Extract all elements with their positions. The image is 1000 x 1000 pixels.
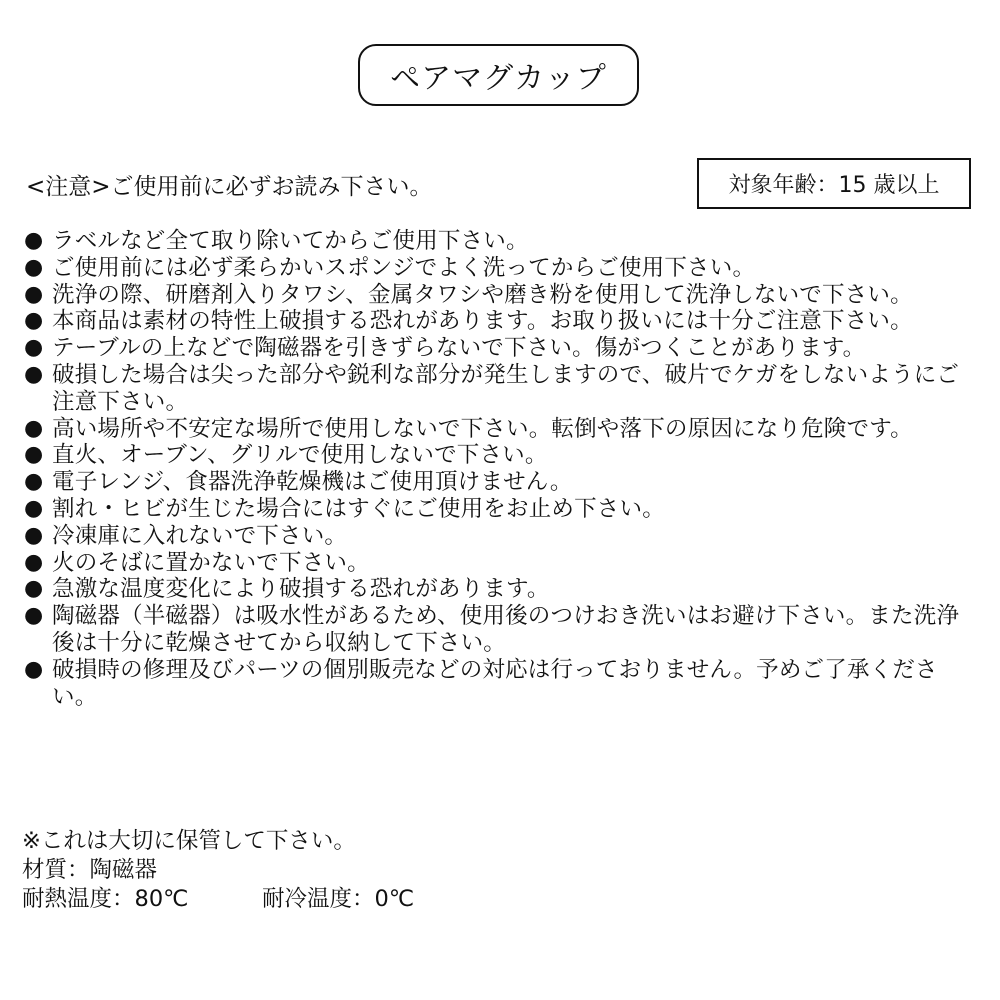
bullet-icon: ● [24,469,44,495]
caution-text: 冷凍庫に入れないで下さい。 [52,522,348,549]
caution-text: 急激な温度変化により破損する恐れがあります。 [52,576,550,603]
caution-item [22,576,972,603]
caution-text: ご使用前には必ず柔らかいスポンジでよく洗ってからご使用下さい。 [52,254,756,281]
caution-item [22,442,972,469]
caution-text: テーブルの上などで陶磁器を引きずらないで下さい。傷がつくことがあります。 [52,335,866,362]
bullet-icon: ● [24,335,44,361]
caution-text: 破損時の修理及びパーツの個別販売などの対応は行っておりません。予めご了承ください。 [52,656,938,710]
caution-text: 直火、オーブン、グリルで使用しないで下さい。 [52,442,548,469]
cold-resistance-spec: 耐冷温度：0℃ [262,886,415,912]
bullet-icon: ● [24,522,44,548]
bullet-icon: ● [24,549,44,575]
bullet-icon: ● [24,361,44,387]
footer-info [22,827,972,914]
caution-item [22,335,972,362]
caution-list [22,228,972,710]
caution-text: 高い場所や不安定な場所で使用しないで下さい。転倒や落下の原因になり危険です。 [52,415,913,442]
bullet-icon: ● [24,656,44,682]
caution-text: 洗浄の際、研磨剤入りタワシ、金属タワシや磨き粉を使用して洗浄しないで下さい。 [52,281,913,308]
caution-item [22,282,972,309]
caution-item [22,523,972,550]
bullet-icon: ● [24,495,44,521]
keep-note: ※これは大切に保管して下さい。 [22,828,356,854]
caution-text: 火のそばに置かないで下さい。 [52,549,370,576]
caution-item [22,228,972,255]
caution-heading: <注意>ご使用前に必ずお読み下さい。 [26,174,433,200]
material-spec: 材質：陶磁器 [22,857,158,883]
bullet-icon: ● [24,442,44,468]
caution-item [22,496,972,523]
bullet-icon: ● [24,415,44,441]
product-title: ペアマグカップ [358,44,639,106]
caution-text: 本商品は素材の特性上破損する恐れがあります。お取り扱いには十分ご注意下さい。 [52,308,913,335]
caution-item [22,550,972,577]
caution-text: 電子レンジ、食器洗浄乾燥機はご使用頂けません。 [52,469,573,496]
heat-resistance-spec: 耐熱温度：80℃ [22,886,189,912]
bullet-icon: ● [24,254,44,280]
bullet-icon: ● [24,228,44,253]
caution-item [22,469,972,496]
caution-item [22,416,972,443]
bullet-icon: ● [24,603,44,629]
bullet-icon: ● [24,281,44,307]
caution-item [22,362,972,416]
bullet-icon: ● [24,308,44,334]
caution-item [22,603,972,657]
caution-text: 破損した場合は尖った部分や鋭利な部分が発生しますので、破片でケガをしないようにご注意下さい。 [52,361,960,415]
temperature-specs [22,885,972,914]
bullet-icon: ● [24,576,44,602]
caution-item [22,308,972,335]
caution-text: 割れ・ヒビが生じた場合にはすぐにご使用をお止め下さい。 [52,495,665,522]
caution-text: ラベルなど全て取り除いてからご使用下さい。 [52,228,529,254]
caution-item [22,657,972,711]
age-notice-badge: 対象年齢：15 歳以上 [697,158,971,209]
caution-text: 陶磁器（半磁器）は吸水性があるため、使用後のつけおき洗いはお避け下さい。また洗浄後は十分に乾燥させてから収納して下さい。 [52,603,960,656]
caution-item [22,255,972,282]
